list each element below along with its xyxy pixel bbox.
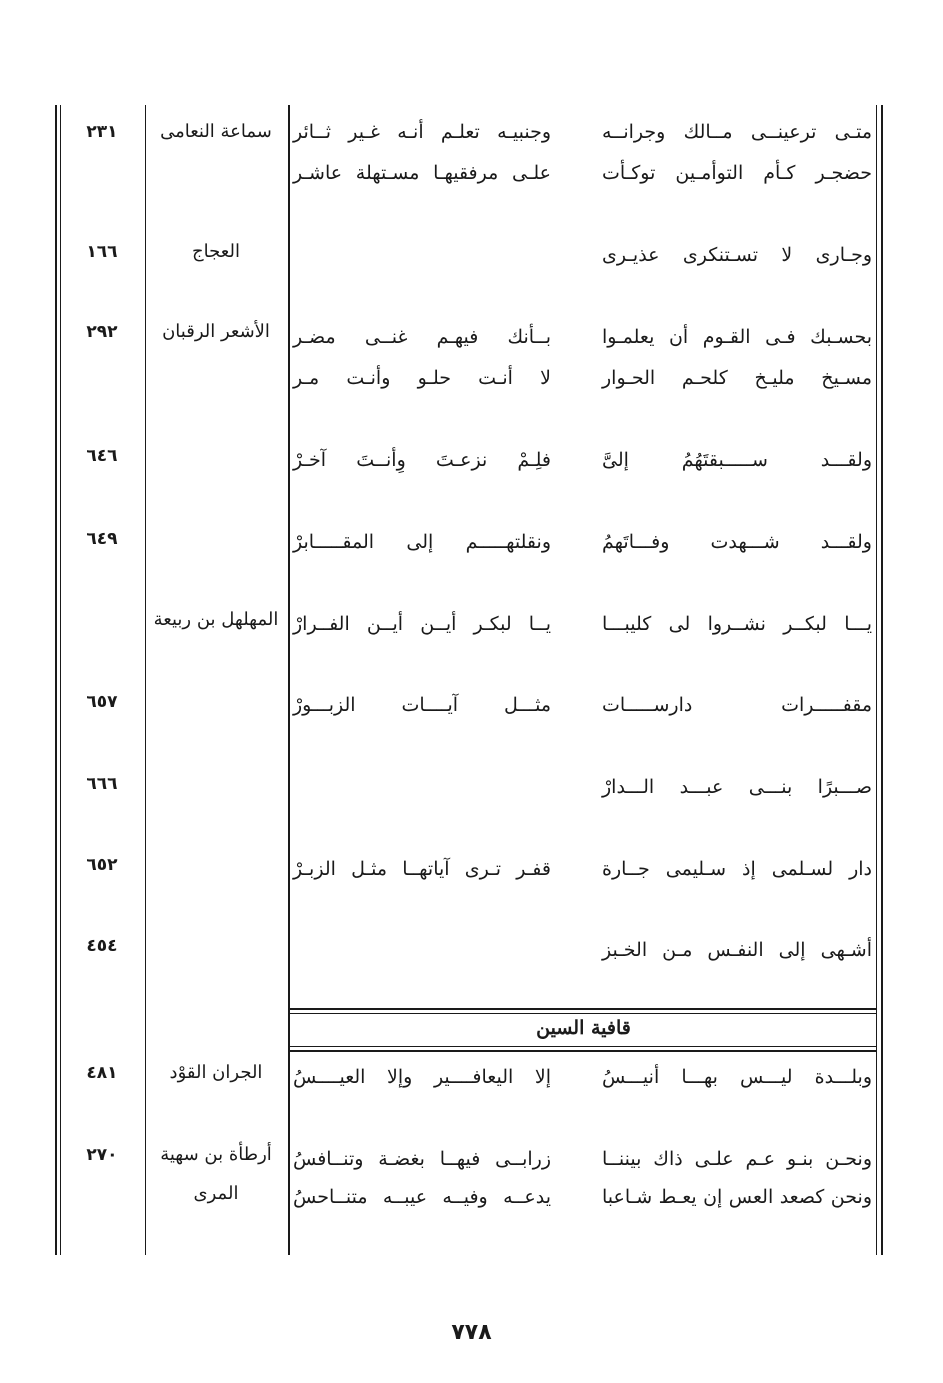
verse-second-hemistich: قفـر تـرى آياتهــا مثـل الزبـرْ — [293, 858, 551, 880]
verse-first-hemistich: مقفـــــرات دارســـــات — [602, 694, 872, 716]
entry-page-number: ٢٣١ — [86, 122, 118, 142]
section-mid-rule — [289, 1013, 877, 1014]
verse-second-hemistich: يــا لبكـر أيــن أيــن الفــرارْ — [293, 613, 551, 635]
column-divider-poet-verse — [288, 105, 290, 1255]
entry-poet-continued: المرى — [193, 1183, 239, 1204]
verse-first-hemistich: وجـارى لا تسـتنكرى عذيـرى — [602, 244, 872, 266]
verse-first-hemistich: دار لسـلمى إذ سـليمى جــارة — [602, 858, 872, 880]
entry-poet: سماعة النعامى — [160, 121, 272, 142]
entry-page-number: ٦٥٧ — [86, 692, 118, 712]
verse-second-hemistich: مثـــل آيــــات الزبـــورْ — [293, 694, 551, 716]
verse-first-hemistich: يـــا لبكــر نشــروا لى كليبـــا — [602, 613, 872, 635]
verse-first-hemistich: أشـهى إلى النفـس مـن الخـبز — [602, 939, 872, 961]
entry-page-number: ٤٥٤ — [86, 936, 118, 956]
entry-page-number: ٦٤٦ — [86, 446, 118, 466]
section-top-rule — [289, 1008, 877, 1010]
verse-first-hemistich: صـــبرًا بنـــى عبـــد الـــدارْ — [602, 776, 872, 798]
verse-first-hemistich: ونحـن بنـو عـم علـى ذاك بيننــا — [602, 1148, 872, 1170]
verse-second-hemistich: زرابــى فيهــا بغضـة وتنــافسُ — [293, 1148, 551, 1170]
verse-first-hemistich: متـى ترعينــى مــالك وجرانــه — [602, 121, 872, 143]
verse-second-hemistich: بــأنك فيهـم غنــى مضـر — [293, 326, 551, 348]
entry-page-number: ٤٨١ — [86, 1063, 118, 1083]
verse-first-hemistich: بحسـبك فـى القـوم أن يعلمـوا — [602, 326, 872, 348]
verse-second-hemistich: لا أنـت حلـو وأنـت مـر — [293, 367, 551, 389]
verse-second-hemistich: علـى مرفقيهـا مسـتهلة عاشـر — [293, 162, 551, 184]
verse-second-hemistich: وجنبيـه تعلـم أنـه غـير ثــائر — [293, 121, 551, 143]
verse-second-hemistich: يدعــه وفيــه عيبــه متنــاحسُ — [293, 1186, 551, 1208]
verse-second-hemistich: فلِـمْ نزعـتَ وِأنــتَ آخـرْ — [293, 449, 551, 471]
verse-first-hemistich: ولقـــد شـــهدت وفـــاتَهمُ — [602, 531, 872, 553]
section-bottom-rule — [289, 1046, 877, 1047]
verse-first-hemistich: مسـيخ مليـخ كلحـم الحـوار — [602, 367, 872, 389]
right-inner-border — [876, 105, 877, 1255]
entry-page-number: ٦٦٦ — [86, 774, 118, 794]
entry-page-number: ٢٩٢ — [86, 322, 118, 342]
entry-page-number: ١٦٦ — [86, 242, 118, 262]
entry-poet: أرطأة بن سهية — [160, 1144, 272, 1165]
verse-first-hemistich: ولقـــد ســـــبقتَهُمُ إلىَّ — [602, 449, 872, 471]
entry-page-number: ٦٤٩ — [86, 529, 118, 549]
section-bottom-rule-2 — [289, 1050, 877, 1052]
entry-poet: الأشعر الرقبان — [162, 321, 270, 342]
verse-first-hemistich: حضجـر كـأم التوأمـين توكـأت — [602, 162, 872, 184]
entry-page-number: ٢٧٠ — [86, 1145, 118, 1165]
entry-poet: العجاج — [192, 241, 240, 262]
entry-poet: الجران القوْد — [169, 1062, 263, 1083]
page-number: ٧٧٨ — [451, 1320, 492, 1345]
section-heading: قافية السين — [536, 1017, 631, 1039]
left-outer-border — [55, 105, 57, 1255]
verse-second-hemistich: إلا اليعافــــير وإلا العيــــسُ — [293, 1066, 551, 1088]
entry-page-number: ٦٥٢ — [86, 855, 118, 875]
verse-second-hemistich: ونقلتهـــــم إلى المقـــــابرْ — [293, 531, 551, 553]
verse-first-hemistich: وبلـــدة ليـــس بهـــا أنيـــسُ — [602, 1066, 872, 1088]
verse-first-hemistich: ونحن كصعد العس إن يعـط شـاعبا — [602, 1186, 872, 1208]
entry-poet: المهلهل بن ربيعة — [153, 609, 279, 630]
right-outer-border — [881, 105, 883, 1255]
